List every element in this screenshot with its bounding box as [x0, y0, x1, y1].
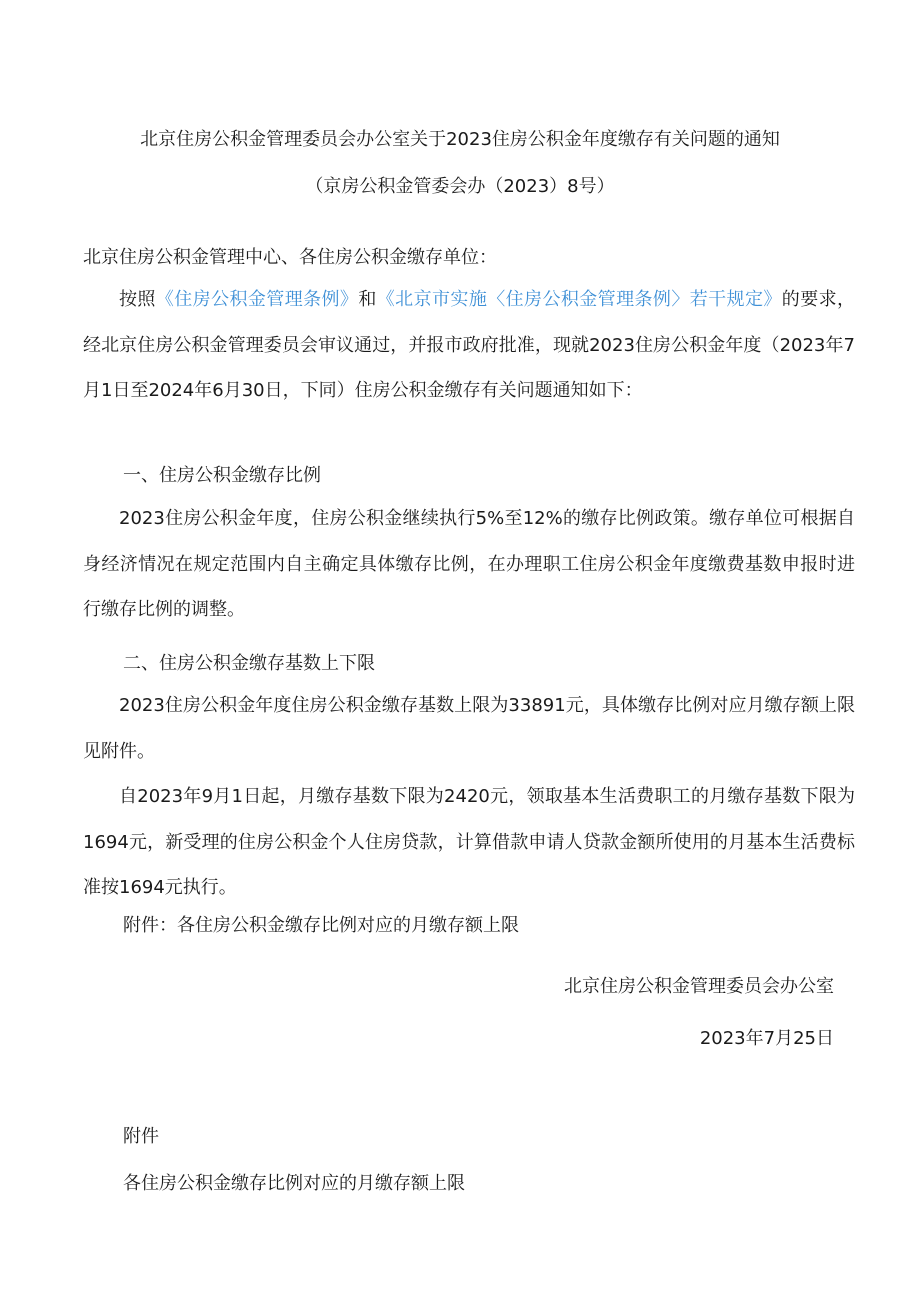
section1-body: 2023住房公积金年度，住房公积金继续执行5%至12%的缴存比例政策。缴存单位可根据自身经济情况在规定范围内自主确定具体缴存比例，在办理职工住房公积金年度缴费基数申报时进行缴存比例的调整。 — [83, 508, 855, 620]
beijing-rules-link[interactable]: 《北京市实施〈住房公积金管理条例〉若干规定》 — [376, 289, 782, 310]
intro-paragraph — [83, 277, 855, 414]
section1-heading: 一、住房公积金缴存比例 — [123, 465, 321, 486]
appendix-title: 各住房公积金缴存比例对应的月缴存额上限 — [123, 1173, 465, 1194]
section2-body2: 自2023年9月1日起，月缴存基数下限为2420元，领取基本生活费职工的月缴存基数下限为1694元，新受理的住房公积金个人住房贷款，计算借款申请人贷款金额所使用的月基本生活费标准按1694元执行。 — [83, 786, 855, 898]
section2-heading: 二、住房公积金缴存基数上下限 — [123, 653, 375, 674]
intro-rest: 的要求，经北京住房公积金管理委员会审议通过，并报市政府批准，现就2023住房公积金年度（2023年7月1日至2024年6月30日，下同）住房公积金缴存有关问题通知如下： — [83, 289, 856, 401]
document-title: 北京住房公积金管理委员会办公室关于2023住房公积金年度缴存有关问题的通知 — [140, 129, 780, 150]
attachment-note: 附件：各住房公积金缴存比例对应的月缴存额上限 — [123, 915, 519, 936]
signature-date: 2023年7月25日 — [699, 1028, 834, 1049]
addressee: 北京住房公积金管理中心、各住房公积金缴存单位： — [83, 247, 497, 268]
intro-prefix: 按照 — [119, 289, 156, 310]
section2-body1: 2023住房公积金年度住房公积金缴存基数上限为33891元，具体缴存比例对应月缴存额上限见附件。 — [83, 695, 855, 762]
document-number: （京房公积金管委会办（2023）8号） — [305, 176, 615, 197]
intro-middle: 和 — [358, 289, 377, 310]
signature-org: 北京住房公积金管理委员会办公室 — [564, 976, 834, 997]
regulation-link[interactable]: 《住房公积金管理条例》 — [155, 289, 359, 310]
appendix-label: 附件 — [123, 1126, 159, 1147]
